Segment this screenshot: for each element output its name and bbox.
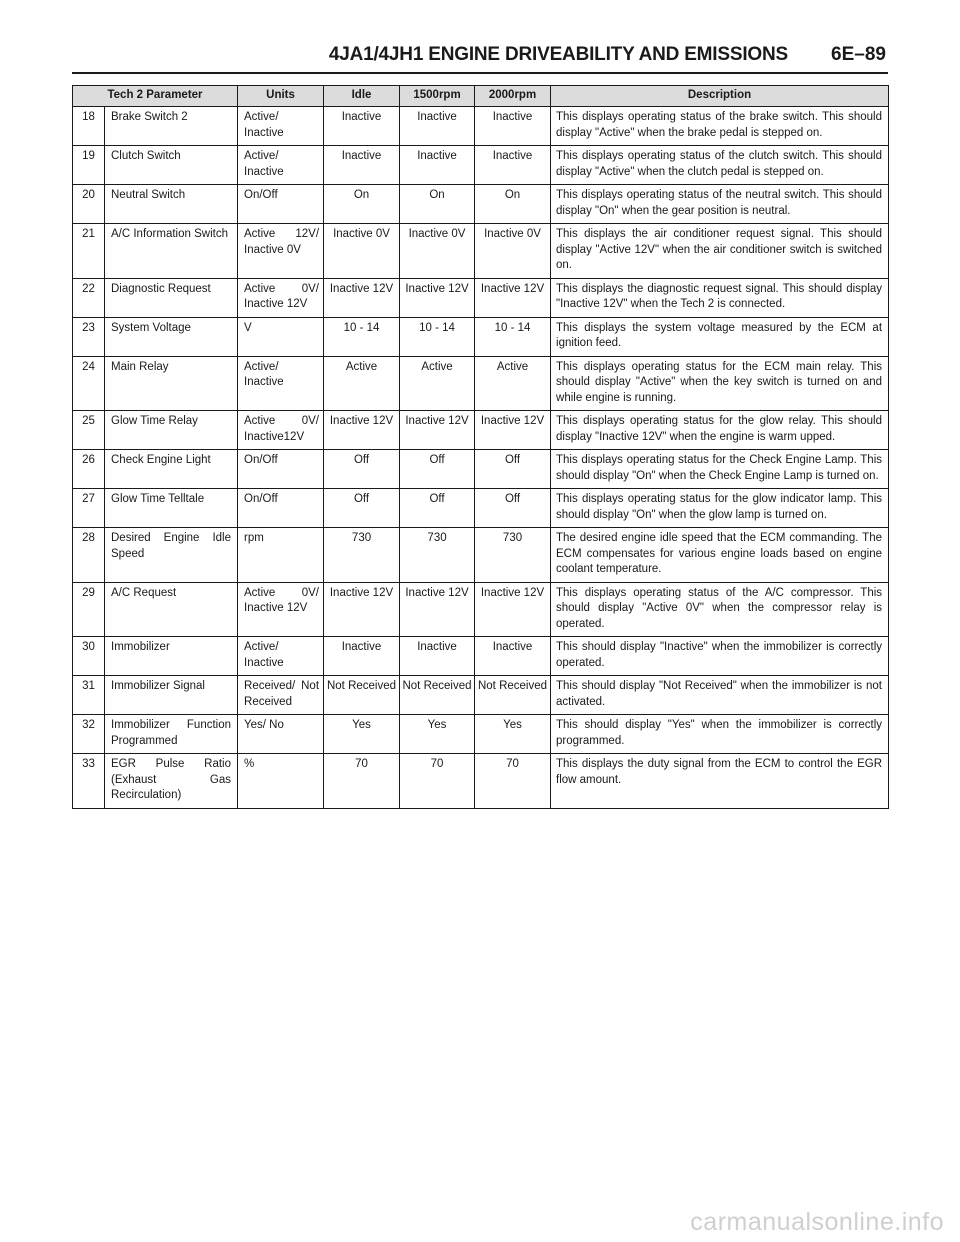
row-number: 30 bbox=[73, 637, 105, 676]
parameter-name: Check Engine Light bbox=[105, 450, 238, 489]
rpm1500-value: Inactive 12V bbox=[400, 411, 475, 450]
table-body bbox=[73, 107, 889, 809]
description-cell: This displays operating status for the ECM main relay. This should display "Active" when the key switch is turned on and while engine is running. bbox=[551, 356, 889, 411]
description-cell: This displays operating status of the neutral switch. This should display "On" when the gear position is neutral. bbox=[551, 185, 889, 224]
parameter-name: Glow Time Telltale bbox=[105, 489, 238, 528]
units-cell: On/Off bbox=[238, 185, 324, 224]
idle-value: Yes bbox=[324, 715, 400, 754]
idle-value: Off bbox=[324, 450, 400, 489]
row-number: 20 bbox=[73, 185, 105, 224]
idle-value: 10 - 14 bbox=[324, 317, 400, 356]
table-row bbox=[73, 754, 889, 809]
parameter-name: EGR Pulse Ratio (Exhaust Gas Recirculation) bbox=[105, 754, 238, 809]
rpm1500-value: Inactive 0V bbox=[400, 224, 475, 279]
row-number: 23 bbox=[73, 317, 105, 356]
parameter-name: Clutch Switch bbox=[105, 146, 238, 185]
rpm1500-value: Off bbox=[400, 450, 475, 489]
description-cell: This displays the duty signal from the ECM to control the EGR flow amount. bbox=[551, 754, 889, 809]
table-header-row bbox=[73, 86, 889, 107]
idle-value: Inactive 12V bbox=[324, 411, 400, 450]
row-number: 22 bbox=[73, 278, 105, 317]
table-row bbox=[73, 146, 889, 185]
rpm2000-value: 10 - 14 bbox=[475, 317, 551, 356]
units-cell: On/Off bbox=[238, 489, 324, 528]
parameter-name: Glow Time Relay bbox=[105, 411, 238, 450]
idle-value: Inactive bbox=[324, 637, 400, 676]
parameter-name: A/C Request bbox=[105, 582, 238, 637]
rpm2000-value: Inactive bbox=[475, 637, 551, 676]
description-cell: This should display "Inactive" when the immobilizer is correctly operated. bbox=[551, 637, 889, 676]
row-number: 32 bbox=[73, 715, 105, 754]
description-cell: This displays operating status of the brake switch. This should display "Active" when the brake pedal is stepped on. bbox=[551, 107, 889, 146]
table-row bbox=[73, 107, 889, 146]
idle-value: Inactive 0V bbox=[324, 224, 400, 279]
units-cell: Active 0V/ Inactive12V bbox=[238, 411, 324, 450]
header-idle: Idle bbox=[324, 86, 400, 107]
rpm1500-value: Inactive 12V bbox=[400, 582, 475, 637]
description-cell: This displays the air conditioner request signal. This should display "Active 12V" when the air conditioner switch is switched on. bbox=[551, 224, 889, 279]
rpm2000-value: 730 bbox=[475, 528, 551, 583]
rpm2000-value: Inactive 12V bbox=[475, 411, 551, 450]
table-row bbox=[73, 317, 889, 356]
description-cell: This displays the diagnostic request signal. This should display "Inactive 12V" when the Tech 2 is connected. bbox=[551, 278, 889, 317]
rpm2000-value: 70 bbox=[475, 754, 551, 809]
rpm2000-value: Inactive 0V bbox=[475, 224, 551, 279]
idle-value: Inactive bbox=[324, 146, 400, 185]
table-row bbox=[73, 528, 889, 583]
rpm1500-value: Inactive 12V bbox=[400, 278, 475, 317]
table-row bbox=[73, 356, 889, 411]
header-1500rpm: 1500rpm bbox=[400, 86, 475, 107]
rpm1500-value: 70 bbox=[400, 754, 475, 809]
table-row bbox=[73, 278, 889, 317]
header-units: Units bbox=[238, 86, 324, 107]
parameter-name: Brake Switch 2 bbox=[105, 107, 238, 146]
rpm2000-value: Off bbox=[475, 489, 551, 528]
idle-value: Active bbox=[324, 356, 400, 411]
rpm1500-value: On bbox=[400, 185, 475, 224]
rpm1500-value: Yes bbox=[400, 715, 475, 754]
units-cell: Active/ Inactive bbox=[238, 356, 324, 411]
idle-value: On bbox=[324, 185, 400, 224]
rpm2000-value: Inactive 12V bbox=[475, 278, 551, 317]
table-row bbox=[73, 637, 889, 676]
row-number: 21 bbox=[73, 224, 105, 279]
header-2000rpm: 2000rpm bbox=[475, 86, 551, 107]
table-row bbox=[73, 715, 889, 754]
rpm2000-value: Yes bbox=[475, 715, 551, 754]
parameter-name: Main Relay bbox=[105, 356, 238, 411]
rpm2000-value: Inactive 12V bbox=[475, 582, 551, 637]
watermark: carmanualsonline.info bbox=[690, 1208, 944, 1236]
row-number: 26 bbox=[73, 450, 105, 489]
page-title: 4JA1/4JH1 ENGINE DRIVEABILITY AND EMISSIONS bbox=[328, 44, 788, 65]
description-cell: This should display "Not Received" when the immobilizer is not activated. bbox=[551, 676, 889, 715]
header-tech2-parameter: Tech 2 Parameter bbox=[73, 86, 238, 107]
units-cell: On/Off bbox=[238, 450, 324, 489]
rpm2000-value: Off bbox=[475, 450, 551, 489]
row-number: 33 bbox=[73, 754, 105, 809]
description-cell: This displays the system voltage measured by the ECM at ignition feed. bbox=[551, 317, 889, 356]
row-number: 31 bbox=[73, 676, 105, 715]
parameter-name: System Voltage bbox=[105, 317, 238, 356]
row-number: 19 bbox=[73, 146, 105, 185]
tech2-parameter-table bbox=[72, 85, 889, 809]
row-number: 29 bbox=[73, 582, 105, 637]
units-cell: % bbox=[238, 754, 324, 809]
rpm2000-value: Inactive bbox=[475, 107, 551, 146]
description-cell: This displays operating status for the glow indicator lamp. This should display "On" when the glow lamp is turned on. bbox=[551, 489, 889, 528]
row-number: 18 bbox=[73, 107, 105, 146]
table-row bbox=[73, 411, 889, 450]
units-cell: Active/ Inactive bbox=[238, 637, 324, 676]
units-cell: Active/ Inactive bbox=[238, 146, 324, 185]
idle-value: 70 bbox=[324, 754, 400, 809]
description-cell: This displays operating status for the glow relay. This should display "Inactive 12V" when the engine is warm upped. bbox=[551, 411, 889, 450]
table-row bbox=[73, 224, 889, 279]
table-row bbox=[73, 185, 889, 224]
parameter-name: Immobilizer bbox=[105, 637, 238, 676]
units-cell: rpm bbox=[238, 528, 324, 583]
parameter-name: Neutral Switch bbox=[105, 185, 238, 224]
units-cell: Received/ Not Received bbox=[238, 676, 324, 715]
rpm1500-value: 10 - 14 bbox=[400, 317, 475, 356]
header-description: Description bbox=[551, 86, 889, 107]
row-number: 28 bbox=[73, 528, 105, 583]
row-number: 27 bbox=[73, 489, 105, 528]
units-cell: Active/ Inactive bbox=[238, 107, 324, 146]
parameter-name: Immobilizer Signal bbox=[105, 676, 238, 715]
description-cell: This should display "Yes" when the immobilizer is correctly programmed. bbox=[551, 715, 889, 754]
idle-value: Off bbox=[324, 489, 400, 528]
rpm1500-value: Not Received bbox=[400, 676, 475, 715]
rpm2000-value: Not Received bbox=[475, 676, 551, 715]
units-cell: Active 12V/ Inactive 0V bbox=[238, 224, 324, 279]
page-header bbox=[72, 44, 888, 74]
rpm1500-value: Off bbox=[400, 489, 475, 528]
units-cell: V bbox=[238, 317, 324, 356]
rpm2000-value: Active bbox=[475, 356, 551, 411]
parameter-name: Immobilizer Function Programmed bbox=[105, 715, 238, 754]
table-row bbox=[73, 582, 889, 637]
rpm1500-value: Inactive bbox=[400, 637, 475, 676]
rpm1500-value: 730 bbox=[400, 528, 475, 583]
idle-value: Not Received bbox=[324, 676, 400, 715]
table-row bbox=[73, 489, 889, 528]
table-row bbox=[73, 450, 889, 489]
table-row bbox=[73, 676, 889, 715]
row-number: 24 bbox=[73, 356, 105, 411]
description-cell: The desired engine idle speed that the ECM commanding. The ECM compensates for various engine loads based on engine coolant temperature. bbox=[551, 528, 889, 583]
units-cell: Active 0V/ Inactive 12V bbox=[238, 278, 324, 317]
rpm1500-value: Active bbox=[400, 356, 475, 411]
description-cell: This displays operating status of the clutch switch. This should display "Active" when the clutch pedal is stepped on. bbox=[551, 146, 889, 185]
units-cell: Active 0V/ Inactive 12V bbox=[238, 582, 324, 637]
idle-value: Inactive bbox=[324, 107, 400, 146]
idle-value: 730 bbox=[324, 528, 400, 583]
row-number: 25 bbox=[73, 411, 105, 450]
rpm2000-value: Inactive bbox=[475, 146, 551, 185]
parameter-name: A/C Information Switch bbox=[105, 224, 238, 279]
parameter-name: Diagnostic Request bbox=[105, 278, 238, 317]
rpm1500-value: Inactive bbox=[400, 107, 475, 146]
idle-value: Inactive 12V bbox=[324, 582, 400, 637]
description-cell: This displays operating status for the Check Engine Lamp. This should display "On" when the Check Engine Lamp is turned on. bbox=[551, 450, 889, 489]
parameter-name: Desired Engine Idle Speed bbox=[105, 528, 238, 583]
idle-value: Inactive 12V bbox=[324, 278, 400, 317]
page-number: 6E–89 bbox=[831, 44, 886, 65]
rpm2000-value: On bbox=[475, 185, 551, 224]
description-cell: This displays operating status of the A/C compressor. This should display "Active 0V" when the compressor relay is operated. bbox=[551, 582, 889, 637]
rpm1500-value: Inactive bbox=[400, 146, 475, 185]
units-cell: Yes/ No bbox=[238, 715, 324, 754]
